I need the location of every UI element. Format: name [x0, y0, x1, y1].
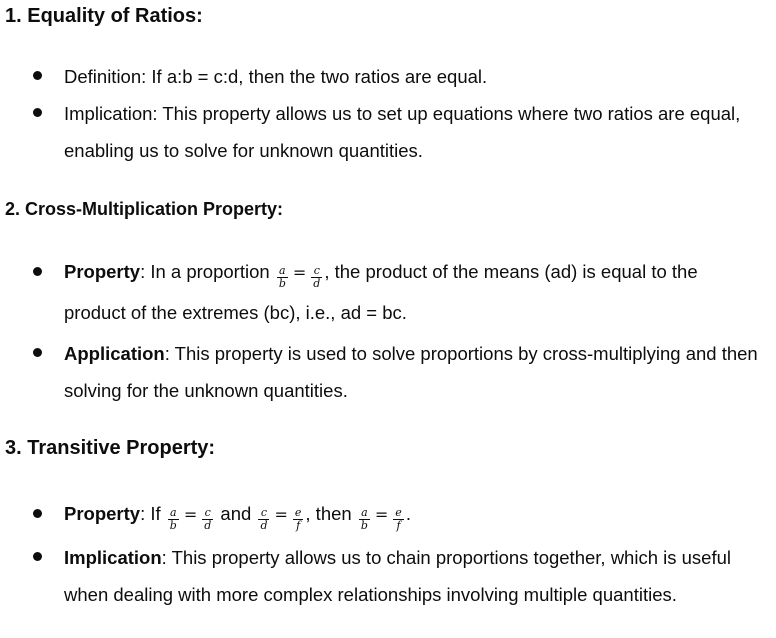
- item-text-post: , the product of the means (ad) is equal to the: [324, 261, 698, 282]
- fraction-a-b: [277, 265, 288, 290]
- item-text: Definition: If a:b = c:d, then the two ratios are equal.: [64, 66, 488, 87]
- equals-sign: =: [292, 263, 307, 282]
- fraction-e-f: [393, 507, 404, 532]
- list-item-property: [64, 494, 776, 535]
- fraction-e-f: [293, 507, 304, 532]
- fraction-c-d: [258, 507, 269, 532]
- item-text-pre: : In a proportion: [140, 261, 275, 282]
- section-heading-transitive-property: 3. Transitive Property:: [5, 437, 216, 459]
- section-heading-equality-of-ratios: 1. Equality of Ratios:: [5, 5, 203, 27]
- list-item-implication: [64, 539, 776, 613]
- denominator: b: [278, 277, 286, 290]
- bullet-icon: [33, 509, 42, 518]
- denominator: f: [296, 519, 301, 532]
- equals-sign: =: [274, 505, 288, 524]
- list-item-property: [64, 252, 776, 333]
- fraction-a-b: [359, 507, 370, 532]
- numerator: e: [395, 506, 402, 519]
- item-line-2: product of the extremes (bc), i.e., ad = bc.: [64, 302, 407, 323]
- bullet-icon: [33, 552, 42, 561]
- equals-sign: =: [374, 505, 389, 524]
- numerator: c: [258, 507, 269, 520]
- numerator: c: [202, 507, 213, 520]
- denominator: f: [396, 519, 401, 532]
- item-text-pre: : If: [140, 503, 166, 524]
- fraction-c-d: [202, 507, 213, 532]
- item-text-then: , then: [305, 503, 357, 524]
- denominator: d: [260, 519, 268, 532]
- item-term: Property: [64, 503, 141, 524]
- denominator: b: [169, 519, 177, 532]
- list-item-definition: [64, 58, 776, 95]
- item-term: Implication: [64, 547, 162, 568]
- numerator: a: [168, 507, 179, 520]
- numerator: e: [294, 506, 302, 519]
- fraction-c-d: [311, 265, 322, 290]
- denominator: d: [204, 519, 212, 532]
- numerator: a: [359, 507, 370, 520]
- item-text: : This property is used to solve proportions by cross-multiplying and then solving for the unknown quantities.: [64, 343, 758, 401]
- item-text-end: .: [405, 503, 411, 524]
- item-line-1: [64, 261, 698, 290]
- denominator: b: [360, 519, 368, 532]
- list-item-application: [64, 335, 776, 409]
- item-term: Property: [64, 261, 141, 282]
- numerator: a: [277, 265, 288, 278]
- item-text: : This property allows us to chain proportions together, which is useful when dealing with more complex relationships involving multiple quantities.: [64, 547, 732, 605]
- numerator: c: [311, 265, 322, 278]
- fraction-a-b: [168, 507, 179, 532]
- bullet-icon: [33, 108, 42, 117]
- bullet-icon: [33, 267, 42, 276]
- equals-sign: =: [183, 505, 198, 524]
- bullet-icon: [33, 71, 42, 80]
- bullet-icon: [33, 348, 42, 357]
- section-heading-cross-multiplication: 2. Cross-Multiplication Property:: [5, 199, 284, 219]
- item-text: Implication: This property allows us to set up equations where two ratios are equal, enabling us to solve for unknown quantities.: [64, 103, 741, 161]
- denominator: d: [313, 277, 321, 290]
- item-term: Application: [64, 343, 165, 364]
- item-line-1: [64, 503, 411, 532]
- item-text-and: and: [215, 503, 257, 524]
- list-item-implication: [64, 95, 776, 169]
